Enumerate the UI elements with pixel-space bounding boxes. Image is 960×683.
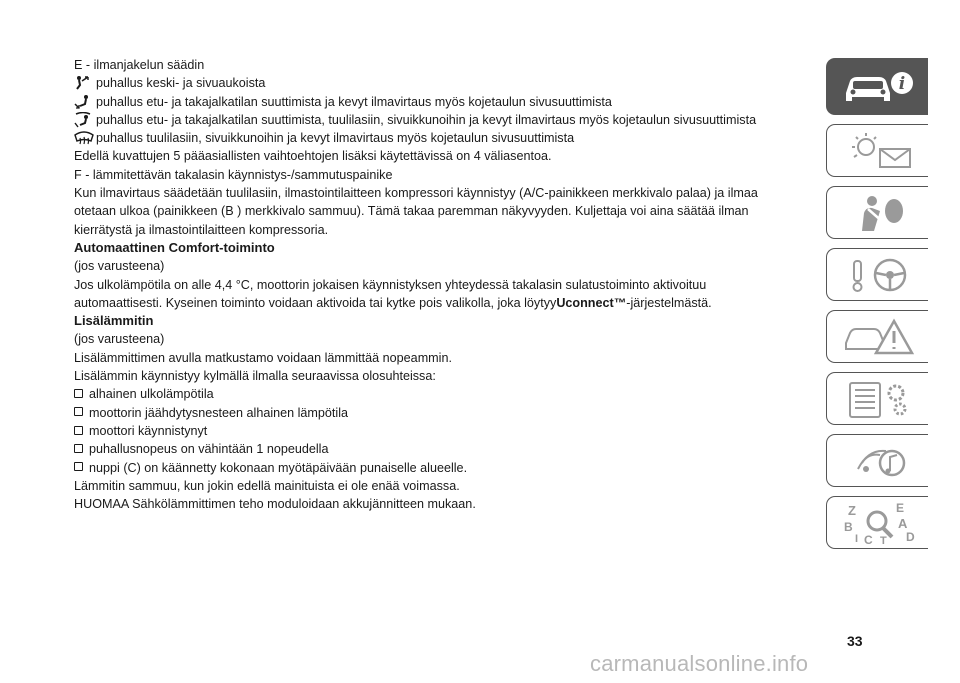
index-letter: E [895, 500, 904, 515]
text-line: (jos varusteena) [74, 259, 165, 274]
index-letter: A [897, 515, 907, 531]
tab-index[interactable] [826, 496, 928, 549]
index-letter: C [863, 532, 873, 545]
index-letter: B [843, 519, 853, 534]
windshield-defrost-icon [74, 130, 94, 146]
checkbox-bullet-icon [74, 407, 83, 416]
page-number: 33 [847, 633, 863, 649]
index-letter: D [905, 529, 915, 544]
index-letter: I [854, 532, 858, 545]
airflow-windshield-feet-icon [74, 112, 94, 128]
checkbox-bullet-icon [74, 426, 83, 435]
index-icon [840, 501, 916, 545]
text-line: automaattisesti. Kyseinen toiminto voidaan aktivoida tai kytke pois valikolla, joka löytyy Uconnect™ -järjestelmästä. [74, 294, 814, 312]
tab-steering[interactable] [826, 248, 928, 301]
tab-airbag[interactable] [826, 186, 928, 239]
text-line: (jos varusteena) [74, 332, 165, 347]
tab-road-warning[interactable] [826, 310, 928, 363]
text-line: kierrätystä ja ilmastointilaitteen kompressoria. [74, 222, 329, 237]
multimedia-icon [840, 441, 916, 481]
text-line: puhallus etu- ja takajalkatilan suuttimista ja kevyt ilmavirtaus myös kojetaulun sivusuuttimista [74, 93, 814, 111]
airbag-icon [840, 193, 916, 233]
text-line: puhallus tuulilasiin, sivuikkunoihin ja kevyt ilmavirtaus myös kojetaulun sivusuuttimista [74, 129, 814, 147]
chapter-tabs [826, 58, 928, 558]
index-letter: Z [847, 502, 856, 518]
text-line: puhallus keski- ja sivuaukoista [74, 74, 814, 92]
tab-multimedia[interactable] [826, 434, 928, 487]
list-item: nuppi (C) on käännetty kokonaan myötäpäivään punaiselle alueelle. [74, 459, 814, 477]
text-line: puhallus etu- ja takajalkatilan suuttimista, tuulilasiin, sivuikkunoihin ja kevyt ilmavirtaus myös kojetaulun sivusuuttimista [74, 111, 814, 129]
section-heading: Lisälämmitin [74, 313, 154, 329]
text-line: Lämmitin sammuu, kun jokin edellä mainituista ei ole enää voimassa. [74, 478, 460, 493]
car-info-icon [840, 67, 916, 107]
list-item: moottori käynnistynyt [74, 422, 814, 440]
warning-lights-icon [840, 131, 916, 171]
list-item: puhallusnopeus on vähintään 1 nopeudella [74, 440, 814, 458]
text-line: Lisälämmittimen avulla matkustamo voidaan lämmittää nopeammin. [74, 350, 452, 365]
svg-text:i: i [898, 73, 905, 94]
section-heading: Automaattinen Comfort-toiminto [74, 239, 275, 255]
tab-settings-list[interactable] [826, 372, 928, 425]
text-line: Jos ulkolämpötila on alle 4,4 °C, moottorin jokaisen käynnistyksen yhteydessä takalasin sulatustoiminto aktivoituu [74, 277, 707, 292]
tab-warning-lights[interactable] [826, 124, 928, 177]
uconnect-label: Uconnect™ [556, 295, 627, 310]
road-warning-icon [840, 317, 916, 357]
checkbox-bullet-icon [74, 389, 83, 398]
airflow-feet-icon [74, 94, 94, 110]
text-line: Kun ilmavirtaus säädetään tuulilasiin, ilmastointilaitteen kompressori käynnistyy (A/C-painikkeen merkkivalo palaa) ja ilmaa [74, 186, 758, 201]
text-line: Lisälämmin käynnistyy kylmällä ilmalla seuraavissa olosuhteissa: [74, 369, 436, 384]
watermark: carmanualsonline.info [590, 651, 809, 676]
tab-car-info[interactable] [826, 58, 928, 115]
text-line: E - ilmanjakelun säädin [74, 58, 205, 72]
settings-list-icon [840, 379, 916, 419]
steering-wheel-icon [840, 255, 916, 295]
manual-text [74, 56, 814, 513]
list-item: moottorin jäähdytysnesteen alhainen lämpötila [74, 404, 814, 422]
checkbox-bullet-icon [74, 444, 83, 453]
checkbox-bullet-icon [74, 462, 83, 471]
text-line: F - lämmitettävän takalasin käynnistys-/sammutuspainike [74, 167, 393, 182]
text-line: otetaan ulkoa (painikkeen (B ) merkkivalo sammuu). Tämä takaa paremman näkyvyyden. Kuljettaja voi aina säätää ilman [74, 204, 749, 219]
airflow-face-icon [74, 75, 94, 91]
index-letter: T [879, 534, 887, 545]
text-line: HUOMAA Sähkölämmittimen teho moduloidaan akkujännitteen mukaan. [74, 497, 476, 512]
text-line: Edellä kuvattujen 5 pääasiallisten vaihtoehtojen lisäksi käytettävissä on 4 väliasentoa. [74, 149, 552, 164]
list-item: alhainen ulkolämpötila [74, 385, 814, 403]
